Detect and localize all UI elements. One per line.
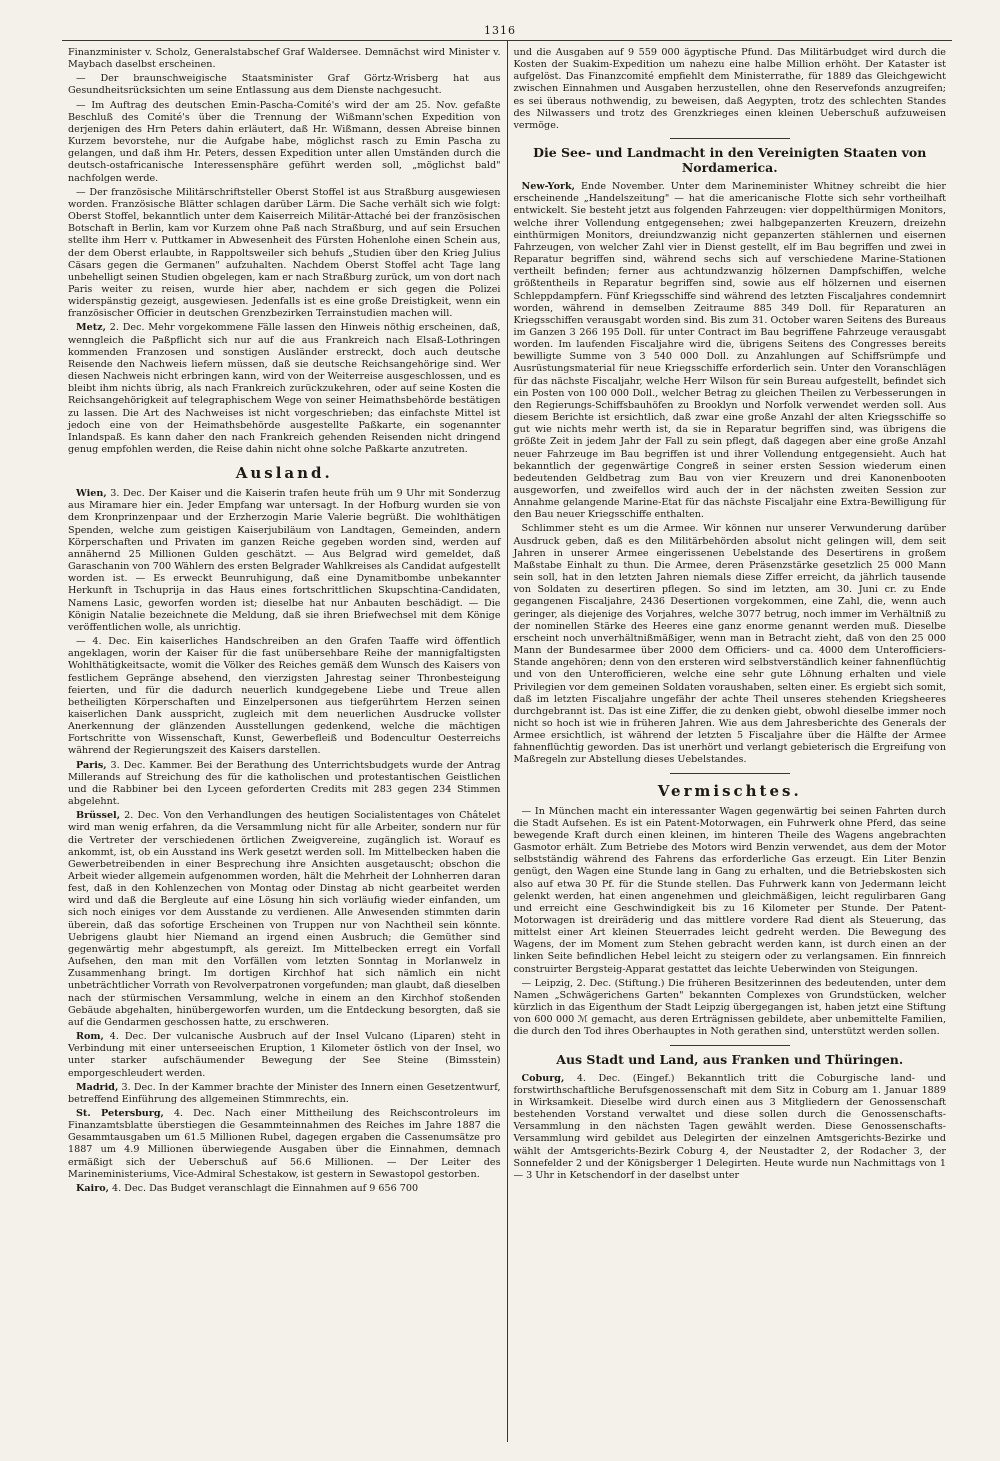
paragraph: — Leipzig, 2. Dec. (Stiftung.) Die früheren Besitzerinnen des bedeutenden, unter dem Namen „Schwägerichens Garten" bekannten Complexes von Grundstücken, welcher kürzlich in das Eigenthum der Stadt Leipzig übergegangen ist, haben jetzt eine Stiftung von 600 000 ℳ gemacht, aus deren Erträgnissen gebildete, aber unbemittelte Familien, die durch den Tod ihres Oberhauptes in Noth gerathen sind, unterstützt werden sollen.: [513, 977, 946, 1038]
paragraph: — Der französische Militärschriftsteller Oberst Stoffel ist aus Straßburg ausgewiesen worden. Französische Blätter schlagen darüber Lärm. Die Sache verhält sich wie folgt: Oberst Stoffel, bekanntlich unter dem Kaiserreich Militär-Attaché bei der französischen Botschaft in Berlin, kam vor Kurzem ohne Paß nach Straßburg, und auf sein Ersuchen stellte ihm Herr v. Puttkamer in Abwesenheit des Fürsten Hohenlohe einen Schein aus, der dem Oberst erlaubte, in Rappoltsweiler sich behufs „Studien über den Krieg Julius Cäsars gegen die Germanen" aufzuhalten. Nachdem Oberst Stoffel acht Tage lang unbehelligt seinen Studien obgelegen, kam er nach Straßburg zurück, um von dort nach Paris weiter zu reisen, wurde hier aber, nachdem er sich gegen die Polizei widerspänstig gezeigt, ausgewiesen. Jedenfalls ist es eine große Dreistigkeit, wenn ein französischer Officier in deutschen Grenzbezirken Terrainstudien machen will.: [68, 186, 501, 320]
dateline: Brüssel,: [76, 810, 121, 822]
section-heading-seemacht: Die See- und Landmacht in den Vereinigten Staaten von Nordamerica.: [533, 145, 927, 176]
paragraph-text: 2. Dec. Von den Verhandlungen des heutigen Socialistentages von Châtelet wird man wenig erfahren, da die Versammlung nicht für alle Arbeiter, sondern nur für die Vertreter der verschiedenen örtlichen Zweigvereine, zugänglich ist. Worauf es ankommt, ist, ob ein Ausstand ins Werk gesetzt werden soll. Im Mittelbecken haben die Gewerbetreibenden in einer Besprechung ihre Ansichten ausgetauscht; obschon die Arbeit wieder allgemein aufgenommen worden, hält die Mehrheit der Lohnherren daran fest, daß in den Kohlenzechen von Montag oder Dinstag ab nicht gearbeitet werden wird und daß die Bergleute auf eine Lösung hin sich vorläufig wieder einfanden, um sich noch einiges vor dem Ausstande zu verdienen. Alle Anwesenden stimmten darin überein, daß das sofortige Erscheinen von Truppen nur von Nachtheil sein könnte. Uebrigens glaubt hier Niemand an irgend einen Ausbruch; die Gemüther sind gegenwärtig mehr abgestumpft, als gereizt. Im Mittelbecken erregt ein Vorfall Aufsehen, den man mit den Vorfällen vom letzten Sonntag in Morlanwelz in Zusammenhang bringt. Im dortigen Kirchhof hat sich nämlich ein nicht unbeträchtlicher Vorrath von Revolverpatronen vorgefunden; man glaubt, daß dieselben nach der stürmischen Versammlung, welche in einem an den Kirchhof stoßenden Gebäude abgehalten, hinübergeworfen wurden, um die Entdeckung besorgten, daß sie auf die Gendarmen geschossen hatte, zu erschweren.: [68, 810, 501, 1028]
dateline: Metz,: [76, 322, 106, 334]
paragraph: [68, 810, 501, 1029]
section-heading-vermischtes: Vermischtes.: [657, 781, 802, 800]
dateline: New-York,: [521, 181, 576, 193]
paragraph: Finanzminister v. Scholz, Generalstabschef Graf Waldersee. Demnächst wird Minister v. Maybach daselbst erscheinen.: [68, 47, 501, 71]
section-heading-ausland: Ausland.: [235, 464, 333, 483]
paragraph-text: 4. Dec. (Eingef.) Bekanntlich tritt die Coburgische land- und forstwirthschaftliche Berufsgenossenschaft mit dem Sitz in Coburg am 1. Januar 1889 in Wirksamkeit. Dieselbe wird durch einen aus 3 Mitgliedern der Genossenschaft bestehenden Vorstand verwaltet und diese sollen durch die Genossenschafts-Versammlung in den nächsten Tagen gewählt werden. Diese Genossenschafts-Versammlung wird gebildet aus Delegirten der einzelnen Amtsgerichts-Bezirke und wählt der Amtsgerichts-Bezirk Coburg 4, der Neustadter 2, der Rodacher 3, der Sonnefelder 2 und der Königsberger 1 Delegirten. Heute wurde nun Nachmittags von 1 — 3 Uhr in Ketschendorf in der daselbst unter: [513, 1072, 946, 1181]
dateline: St. Petersburg,: [76, 1107, 164, 1119]
paragraph-text: 2. Dec. Mehr vorgekommene Fälle lassen den Hinweis nöthig erscheinen, daß, wenngleich die Paßpflicht sich nur auf die aus Frankreich nach Elsaß-Lothringen kommenden Franzosen und sonstigen Ausländer erstreckt, doch auch deutsche Reisende den Nachweis liefern müssen, daß sie deutsche Reichsangehörige sind. Wer diesen Nachweis nicht erbringen kann, wird von der Weiterreise ausgeschlossen, und es bleibt ihm nichts übrig, als nach Frankreich zurückzukehren, oder auf seine Kosten die Reichsangehörigkeit auf telegraphischem Wege von seiner Heimathsbehörde bestätigen zu lassen. Die Art des Nachweises ist nicht vorgeschrieben; das einfachste Mittel ist jedoch eine von der Heimathsbehörde ausgestellte Paßkarte, ein sogenannter Inlandspaß. Es kann daher den nach Frankreich gehenden Reisenden nicht dringend genug empfohlen werden, die Reise dahin nicht ohne solche Paßkarte anzutreten.: [68, 322, 501, 455]
dateline: Rom,: [76, 1031, 104, 1043]
paragraph: [68, 760, 501, 809]
column-right: [507, 41, 953, 1442]
paragraph: [68, 1082, 501, 1106]
paragraph-text: 4. Dec. Nach einer Mittheilung des Reichscontroleurs im Finanzamtsblatte überstiegen die Gesammteinnahmen des Reiches im Jahre 1887 die Gesammtausgaben um 61.5 Millionen Rubel, dagegen ergaben die Cassenumsätze pro 1887 um 4.9 Millionen überwiegende Ausgaben über die Einnahmen, demnach ermäßigt sich der Ueberschuß auf 56.6 Millionen. — Der Leiter des Marineministeriums, Vice-Admiral Schestakow, ist gestern in Sewastopol gestorben.: [68, 1107, 501, 1180]
dateline: Madrid,: [76, 1081, 119, 1093]
paragraph: — In München macht ein interessanter Wagen gegenwärtig bei seinen Fahrten durch die Stadt Aufsehen. Es ist ein Patent-Motorwagen, ein Fuhrwerk ohne Pferd, das seine bewegende Kraft durch einen kleinen, im hinteren Theile des Wagens angebrachten Gasmotor erhält. Zum Betriebe des Motors wird Benzin verwendet, aus dem der Motor selbstständig während des Fahrens das erforderliche Gas erzeugt. Ein Liter Benzin genügt, den Wagen eine Stunde lang in Gang zu erhalten, und die Betriebskosten sich also auf etwa 30 Pf. für die Stunde stellen. Das Fuhrwerk kann von Jedermann leicht gelenkt werden, hat einen angenehmen und gleichmäßigen, leicht regulirbaren Gang und erreicht eine Geschwindigkeit bis zu 16 Kilometer per Stunde. Der Patent-Motorwagen ist dreiräderig und das mittlere vordere Rad dient als Steuerung, das mittelst einer Art kleinen Steuerrades leicht gedreht werden. Die Bewegung des Wagens, der im Moment zum Stehen gebracht werden kann, ist durch einen an der linken Seite befindlichen Hebel leicht zu steigern oder zu verlangsamen. Ein finnreich construirter Bergsteig-Apparat gestattet das leichte Ueberwinden von Steigungen.: [513, 805, 946, 975]
paragraph: [68, 1031, 501, 1080]
column-left: [62, 41, 507, 1442]
paragraph-text: 3. Dec. Kammer. Bei der Berathung des Unterrichtsbudgets wurde der Antrag Millerands auf Streichung des für die katholischen und protestantischen Geistlichen und die Rabbiner bei den Lyceen geforderten Credits mit 283 gegen 234 Stimmen abgelehnt.: [68, 759, 501, 808]
paragraph: und die Ausgaben auf 9 559 000 ägyptische Pfund. Das Militärbudget wird durch die Kosten der Suakim-Expedition um nahezu eine halbe Million erhöht. Der Kataster ist aufgelöst. Das Finanzcomité empfiehlt dem Ministerrathe, für 1889 das Gleichgewicht zwischen Einnahmen und Ausgaben herzustellen, ohne den Reservefonds anzugreifen; es sei überaus nothwendig, zu beweisen, daß Aegypten, trotz des schlechten Standes des Nilwassers und trotz des Grenzkrieges einen kleinen Ueberschuß aufzuweisen vermöge.: [513, 47, 946, 131]
divider: [670, 1045, 790, 1046]
paragraph: [514, 181, 947, 521]
paragraph-text: 3. Dec. In der Kammer brachte der Minister des Innern einen Gesetzentwurf, betreffend Einführung des allgemeinen Stimmrechts, ein.: [68, 1081, 501, 1105]
paragraph: — Der braunschweigische Staatsminister Graf Görtz-Wrisberg hat aus Gesundheitsrücksichten um seine Entlassung aus dem Dienste nachgesucht.: [68, 73, 501, 97]
paragraph: [68, 488, 501, 634]
page-number: 1316: [484, 24, 516, 37]
dateline: Coburg,: [521, 1072, 565, 1084]
paragraph-text: 3. Dec. Der Kaiser und die Kaiserin trafen heute früh um 9 Uhr mit Sonderzug aus Miramare hier ein. Jeder Empfang war untersagt. In der Hofburg wurden sie von dem Kronprinzenpaar und der Erzherzogin Marie Valerie begrüßt. Die wohlthätigen Spenden, welche zum geistigen Kaiserjubiläum von Landtagen, Gemeinden, andern Körperschaften und Privaten im ganzen Reiche gegeben worden sind, werden auf annähernd 25 Millionen Gulden geschätzt. — Aus Belgrad wird gemeldet, daß Garaschanin von 700 Wählern des ersten Belgrader Wahlkreises als Candidat aufgestellt worden ist. — Es erweckt Beunruhigung, daß eine Dynamitbombe unbekannter Herkunft in Tschuprija in das Haus eines fortschrittlichen Skupschtina-Candidaten, Namens Lasic, geworfen worden ist; dieselbe hat nur Anbauten beschädigt. — Die Königin Natalie bezeichnete die Meldung, daß sie ihren Briefwechsel mit dem Könige veröffentlichen wolle, als unrichtig.: [68, 488, 501, 633]
divider: [670, 138, 790, 139]
dateline: Kairo,: [76, 1182, 109, 1194]
paragraph: — 4. Dec. Ein kaiserliches Handschreiben an den Grafen Taaffe wird öffentlich angeklagen, worin der Kaiser für die fast unübersehbare Reihe der mannigfaltigsten Wohlthätigkeitsacte, womit die Völker des Reiches gemäß dem Wunsch des Kaisers von festlichem Gepränge absehend, den vierzigsten Jahrestag seiner Thronbesteigung feierten, und für die dadurch neuerlich kundgegebene Liebe und Treue allen betheiligten Körperschaften und Einzelpersonen aus tiefgerührtem Herzen seinen kaiserlichen Dank ausspricht, zugleich mit dem neuerlichen Ausdrucke vollster Anerkennung der glänzenden Ausstellungen gedenkend, welche die mächtigen Fortschritte von Wissenschaft, Kunst, Gewerbefleiß und Bodencultur Oesterreichs während der Regierungszeit des Kaisers darstellen.: [68, 636, 501, 757]
paragraph: — Im Auftrag des deutschen Emin-Pascha-Comité's wird der am 25. Nov. gefaßte Beschluß des Comité's über die Trennung der Wißmann'schen Expedition von derjenigen des Hrn Peters dahin erläutert, daß Hr. Wißmann, dessen Abreise binnen Kurzem bevorstehe, nur die Aufgabe habe, möglichst rasch zu Emin Pascha zu gelangen, und daß ihm Hr. Peters, dessen Expedition unter allen Umständen durch die deutsch-ostafricanische Interessensphäre geführt werden soll, „möglichst bald" nachfolgen werde.: [68, 99, 501, 184]
paragraph-text: Ende November. Unter dem Marineminister Whitney schreibt die hier erscheinende „Handelszeitung" — hat die americanische Flotte sich sehr vortheilhaft entwickelt. Sie besteht jetzt aus folgenden Fahrzeugen: vier doppelthürmigen Monitors, welche ihrer Vollendung entgegensehen; zwei halbgepanzerten Kreuzern, dreizehn einthürmigen Monitors, dreiundzwanzig nicht gepanzerten stählernen und eisernen Fahrzeugen, von welcher Zahl vier in Dienst gestellt, elf im Bau begriffen und zwei in Reparatur begriffen sind, während sechs sich auf verschiedene Marine-Stationen vertheilt befinden; ferner aus achtundzwanzig hölzernen Dampfschiffen, welche größtentheils in Reparatur begriffen sind, sowie aus elf hölzernen und eisernen Schleppdampfern. Fünf Kriegsschiffe sind während des letzten Fiscaljahres condemnirt worden, während in demselben Zeitraume 885 349 Doll. für Reparaturen an Kriegsschiffen verausgabt worden sind. Bis zum 31. October waren Seitens des Bureaus im Ganzen 3 266 195 Doll. für unter Contract im Bau begriffene Fahrzeuge verausgabt worden. Im laufenden Fiscaljahre wird die, übrigens Seitens des Congresses bereits bewilligte Summe von 3 540 000 Doll. zu Anzahlungen auf Schiffsrümpfe und Ausrüstungsmaterial für neue Kriegsschiffe erforderlich sein. Unter den Voranschlägen für das nächste Fiscaljahr, welche Herr Wilson für sein Bureau aufgestellt, befindet sich ein Posten von 100 000 Doll., welcher Betrag zu gleichen Theilen zu Verbesserungen in den Regierungs-Schiffsbauhöfen zu Brooklyn und Norfolk verwendet werden soll. Aus diesem Berichte ist ersichtlich, daß zwar eine große Anzahl der alten Kriegsschiffe so gut wie nichts mehr werth ist, da sie in Reparatur begriffen sind, was übrigens die größte Zeit in jedem Jahr der Fall zu sein pflegt, daß dagegen aber eine große Anzahl neuer Fahrzeuge im Bau begriffen ist und ihrer Vollendung entgegensieht. Auch hat bekanntlich der gegenwärtige Congreß in seiner ersten Session wiederum einen bedeutenden Geldbetrag zum Bau von vier Kreuzern und drei Kanonenbooten ausgeworfen, und zweifellos wird auch der in der nächsten zweiten Session zur Annahme gelangende Marine-Etat für das nächste Fiscaljahr eine Extra-Bewilligung für den Bau neuer Kriegsschiffe enthalten.: [513, 181, 946, 521]
paragraph: [68, 1108, 501, 1181]
divider: [670, 773, 790, 774]
paragraph: [68, 1183, 501, 1195]
paragraph: Schlimmer steht es um die Armee. Wir können nur unserer Verwunderung darüber Ausdruck geben, daß es den Militärbehörden absolut nicht gelingen will, dem seit Jahren in unserer Armee eingerissenen Uebelstande des Desertirens in großem Maßstabe Einhalt zu thun. Die Armee, deren Präsenzstärke gesetzlich 25 000 Mann sein soll, hat in den letzten Jahren niemals diese Ziffer erreicht, da jährlich tausende von Soldaten zu desertiren pflegen. So sind im letzten, am 30. Juni cr. zu Ende gegangenen Fiscaljahre, 2436 Desertionen vorgekommen, eine Zahl, die, wenn auch geringer, als diejenige des Vorjahres, welche 3077 betrug, noch immer im Verhältniß zu der nominellen Stärke des Heeres eine ganz enorme genannt werden muß. Dieselbe erscheint noch unverhältnißmäßiger, wenn man in Betracht zieht, daß von den 25 000 Mann der Bundesarmee über 2000 dem Officiers- und ca. 4000 dem Unterofficiers-Stande angehören; denn von den ersteren wird selbstverständlich keiner fahnenflüchtig und von den Unterofficieren, welche eine sehr gute Löhnung erhalten und viele Privilegien vor dem gemeinen Soldaten voraushaben, selten einer. Es ergiebt sich somit, daß im letzten Fiscaljahre ungefähr der achte Theil unseres stehenden Kriegsheeres durchgebrannt ist. Das ist eine Ziffer, die zu denken giebt, obwohl dieselbe immer noch nicht so hoch ist wie in früheren Jahren. Wie aus dem Jahresberichte des Generals der Armee ersichtlich, ist während der letzten 5 Fiscaljahre über die Hälfte der Armee fahnenflüchtig geworden. Das ist unerhört und verlangt gebieterisch die Ergreifung von Maßregeln zur Abstellung dieses Uebelstandes.: [513, 523, 946, 766]
section-heading-stadt-und-land: Aus Stadt und Land, aus Franken und Thüringen.: [556, 1051, 904, 1067]
paragraph-text: 4. Dec. Das Budget veranschlagt die Einnahmen auf 9 656 700: [109, 1182, 419, 1194]
columns: [62, 40, 952, 1442]
dateline: Paris,: [76, 759, 107, 771]
paragraph: [514, 1073, 947, 1182]
paragraph-text: 4. Dec. Der vulcanische Ausbruch auf der Insel Vulcano (Liparen) steht in Verbindung mit einer unterseeischen Eruption, 1 Kilometer östlich von der Insel, wo unter starker aufschäumender Bewegung der See Steine (Bimsstein) emporgeschleudert werden.: [68, 1031, 501, 1079]
paragraph: [68, 322, 501, 456]
dateline: Wien,: [76, 488, 107, 500]
